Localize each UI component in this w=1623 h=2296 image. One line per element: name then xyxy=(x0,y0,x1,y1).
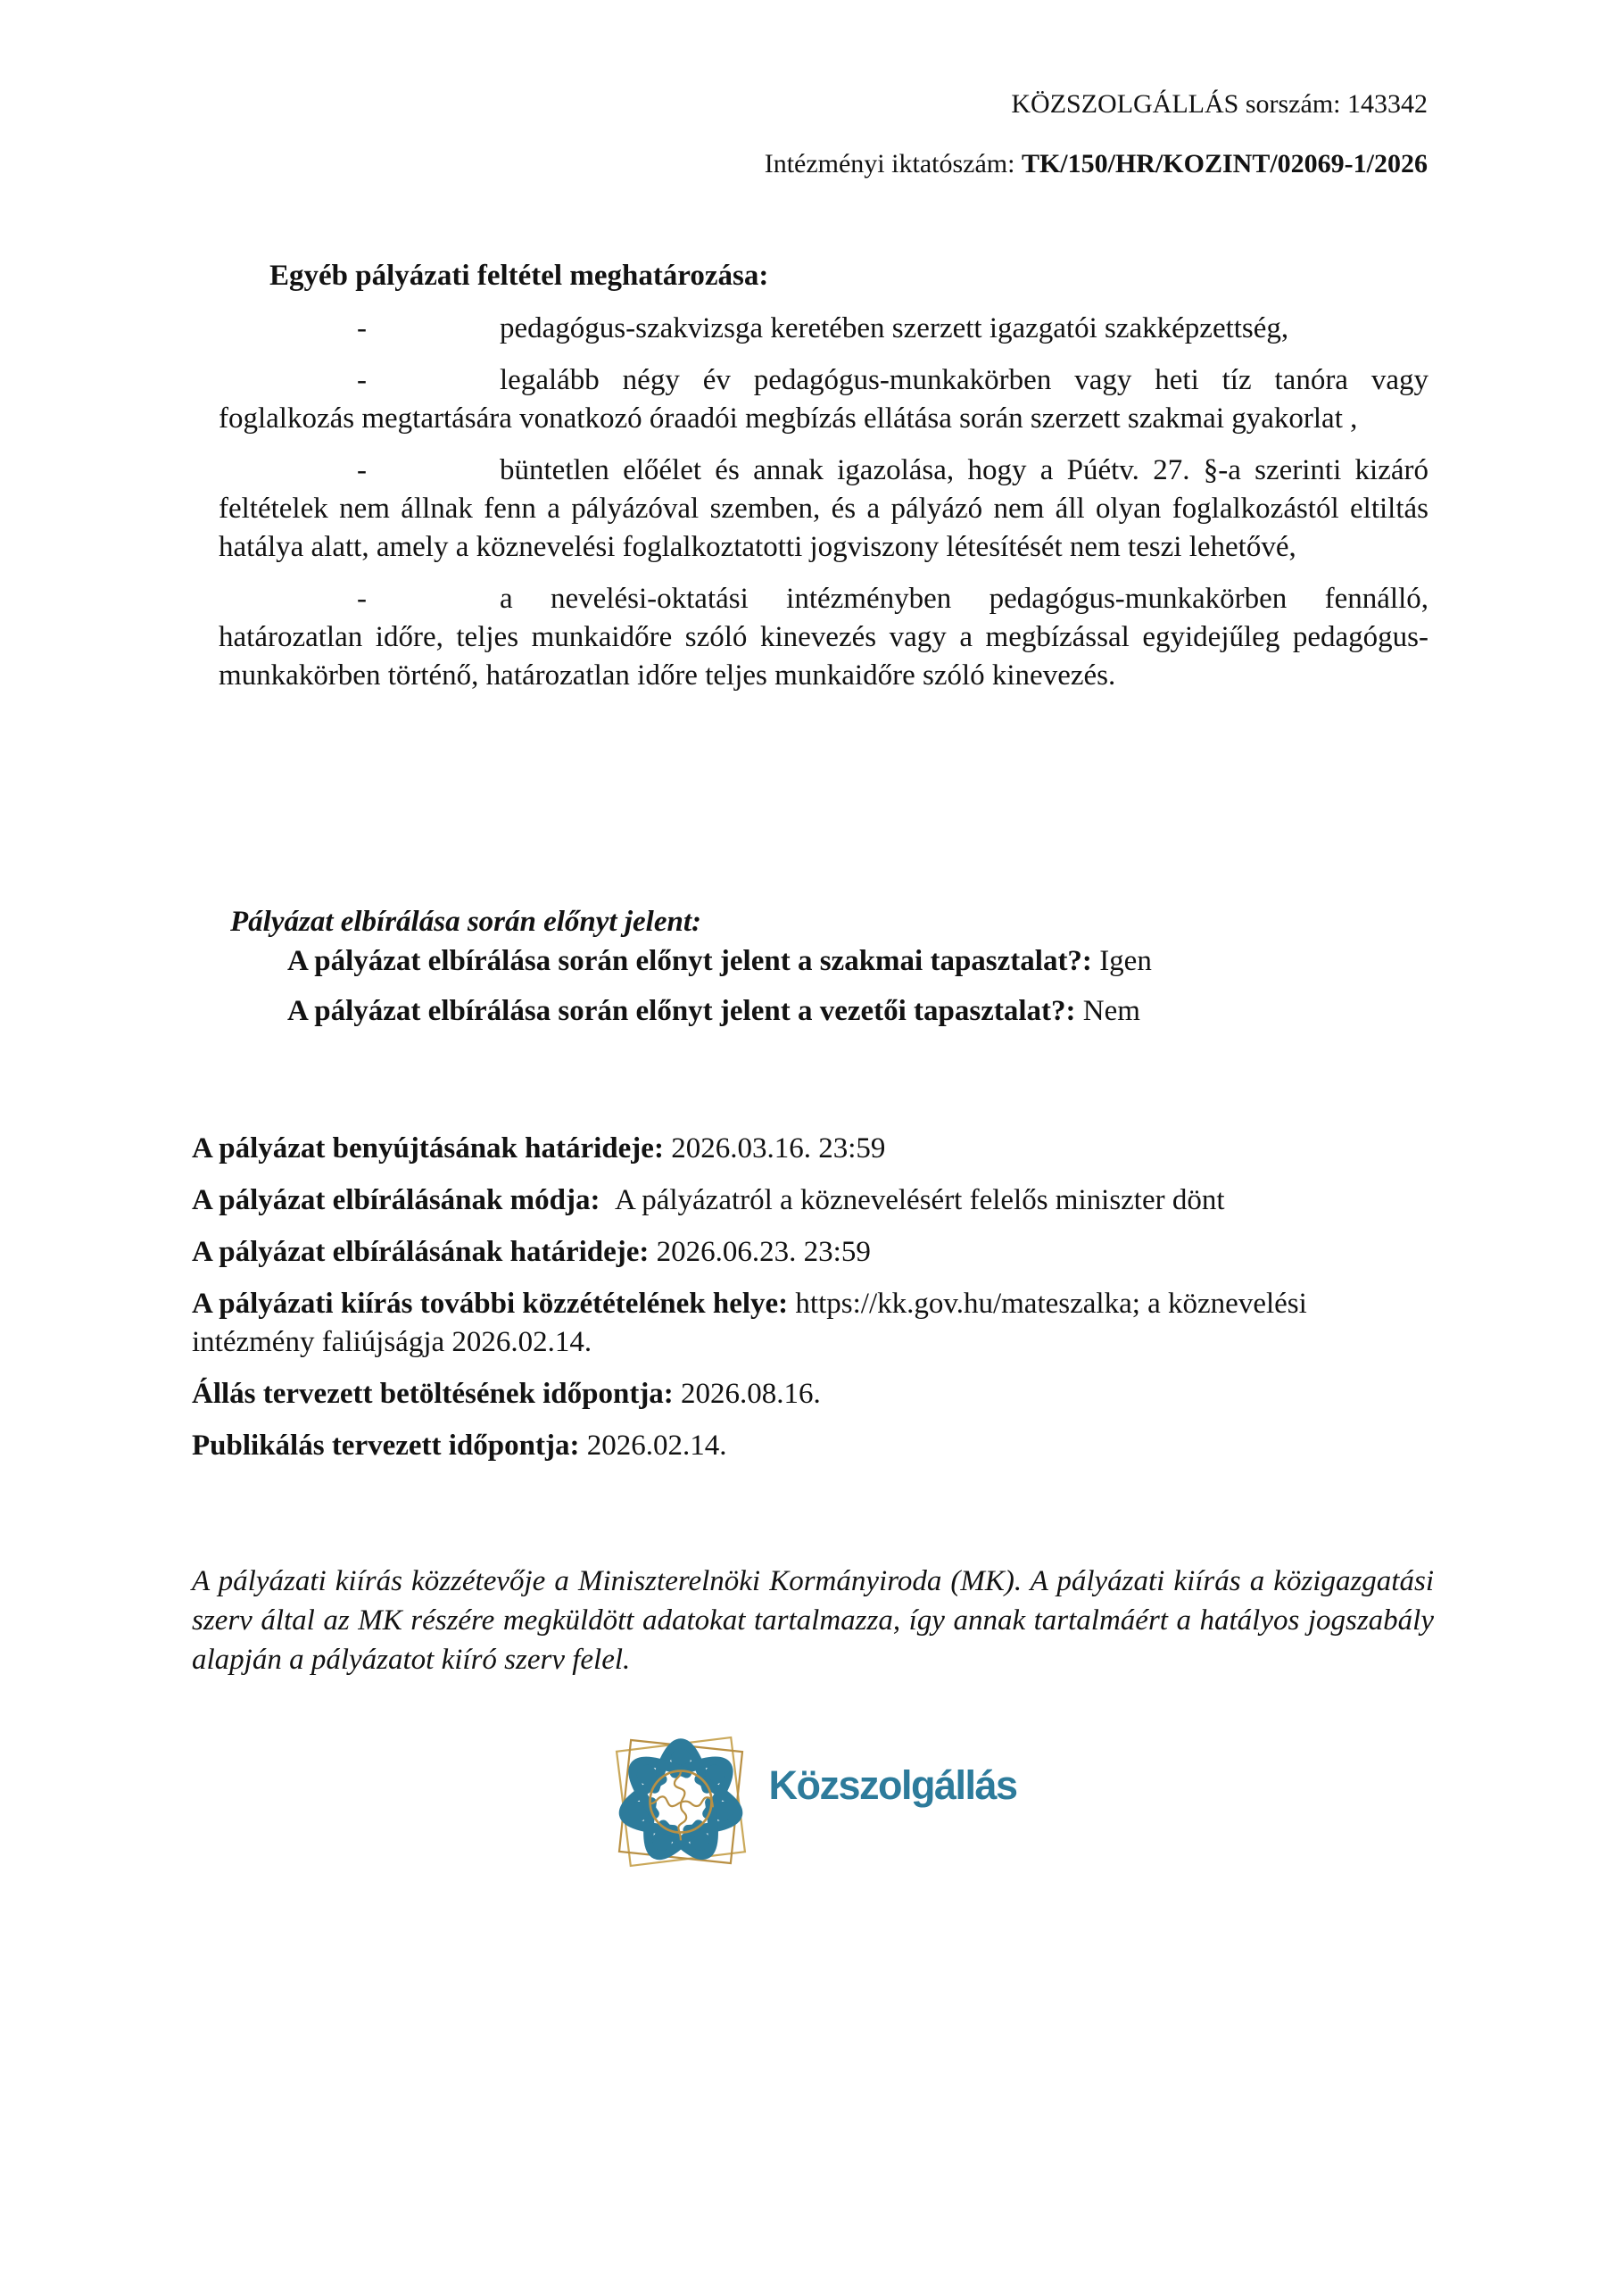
advantage-question-value: Igen xyxy=(1099,945,1152,977)
list-item-text: a nevelési-oktatási intézményben pedagógus-munkakörben fennálló, határozatlan időre, teljes munkaidőre szóló kinevezés vagy a megbízással egyidejűleg pedagógus-munkakörben történő, határozatlan időre teljes munkaidőre szóló kinevezés. xyxy=(219,583,1428,692)
detail-value: 2026.02.14. xyxy=(586,1430,727,1462)
detail-row xyxy=(192,1285,1434,1362)
kozszolgallas-logo-icon xyxy=(606,1727,756,1877)
list-item-text: büntetlen előélet és annak igazolása, hogy a Púétv. 27. §-a szerinti kizáró feltételek nem állnak fenn a pályázóval szemben, és a pályázó nem áll olyan foglalkozástól eltiltás hatálya alatt, amely a köznevelési foglalkoztatotti jogviszony létesítését nem teszi lehetővé, xyxy=(219,454,1428,563)
advantage-question xyxy=(287,992,1152,1031)
list-item xyxy=(219,310,1428,348)
advantage-question xyxy=(287,942,1152,981)
other-conditions-heading: Egyéb pályázati feltétel meghatározása: xyxy=(269,260,769,292)
application-details xyxy=(192,1130,1434,1479)
bullet-dash: - xyxy=(357,312,367,344)
detail-value: A pályázatról a köznevelésért felelős miniszter dönt xyxy=(607,1184,1225,1216)
serial-number-label: KÖZSZOLGÁLLÁS sorszám: xyxy=(1011,89,1341,119)
kozszolgallas-wordmark: Közszolgállás xyxy=(768,1762,1017,1808)
registry-number-label: Intézményi iktatószám: xyxy=(764,149,1015,178)
advantage-question-value: Nem xyxy=(1082,995,1140,1027)
serial-number-line xyxy=(765,89,1428,120)
bullet-dash: - xyxy=(357,454,367,486)
detail-row xyxy=(192,1181,1434,1220)
registry-number-value: TK/150/HR/KOZINT/02069-1/2026 xyxy=(1021,149,1428,178)
document-header xyxy=(765,89,1428,179)
detail-label: A pályázat elbírálásának határideje: xyxy=(192,1236,650,1268)
list-item-text: legalább négy év pedagógus-munkakörben vagy heti tíz tanóra vagy foglalkozás megtartására vonatkozó óraadói megbízás ellátása során szerzett szakmai gyakorlat , xyxy=(219,364,1428,435)
detail-value: 2026.03.16. 23:59 xyxy=(671,1132,886,1165)
list-item-text: pedagógus-szakvizsga keretében szerzett igazgatói szakképzettség, xyxy=(500,312,1289,344)
advantage-question-label: A pályázat elbírálása során előnyt jelent a szakmai tapasztalat?: xyxy=(287,945,1092,977)
detail-label: A pályázati kiírás további közzétételének helye: xyxy=(192,1288,789,1320)
list-item xyxy=(219,452,1428,567)
advantage-question-label: A pályázat elbírálása során előnyt jelent a vezetői tapasztalat?: xyxy=(287,995,1076,1027)
detail-label: A pályázat benyújtásának határideje: xyxy=(192,1132,664,1165)
detail-row xyxy=(192,1233,1434,1272)
list-item xyxy=(219,361,1428,438)
registry-number-line xyxy=(765,149,1428,179)
serial-number-value: 143342 xyxy=(1347,89,1428,119)
detail-label: Publikálás tervezett időpontja: xyxy=(192,1430,580,1462)
detail-value: https://kk.gov.hu/mateszalka; a köznevelési intézmény faliújságja 2026.02.14. xyxy=(192,1288,1307,1358)
advantages-questions xyxy=(287,942,1152,1031)
kozszolgallas-logo xyxy=(0,1727,1623,1877)
detail-value: 2026.06.23. 23:59 xyxy=(656,1236,871,1268)
detail-label: Állás tervezett betöltésének időpontja: xyxy=(192,1378,674,1410)
detail-value: 2026.08.16. xyxy=(681,1378,821,1410)
detail-label: A pályázat elbírálásának módja: xyxy=(192,1184,600,1216)
bullet-dash: - xyxy=(357,364,367,396)
detail-row xyxy=(192,1427,1434,1465)
list-item xyxy=(219,580,1428,695)
other-conditions-list xyxy=(219,310,1428,709)
advantages-heading: Pályázat elbírálása során előnyt jelent: xyxy=(230,906,701,938)
publisher-disclaimer: A pályázati kiírás közzétevője a Miniszterelnöki Kormányiroda (MK). A pályázati kiírás a közigazgatási szerv által az MK részére megküldött adatokat tartalmazza, így annak tartalmáért a hatályos jogszabály alapján a pályázatot kiíró szerv felel. xyxy=(192,1565,1434,1676)
detail-row xyxy=(192,1375,1434,1413)
detail-row xyxy=(192,1130,1434,1168)
bullet-dash: - xyxy=(357,583,367,615)
advantages-section xyxy=(230,903,1152,1031)
